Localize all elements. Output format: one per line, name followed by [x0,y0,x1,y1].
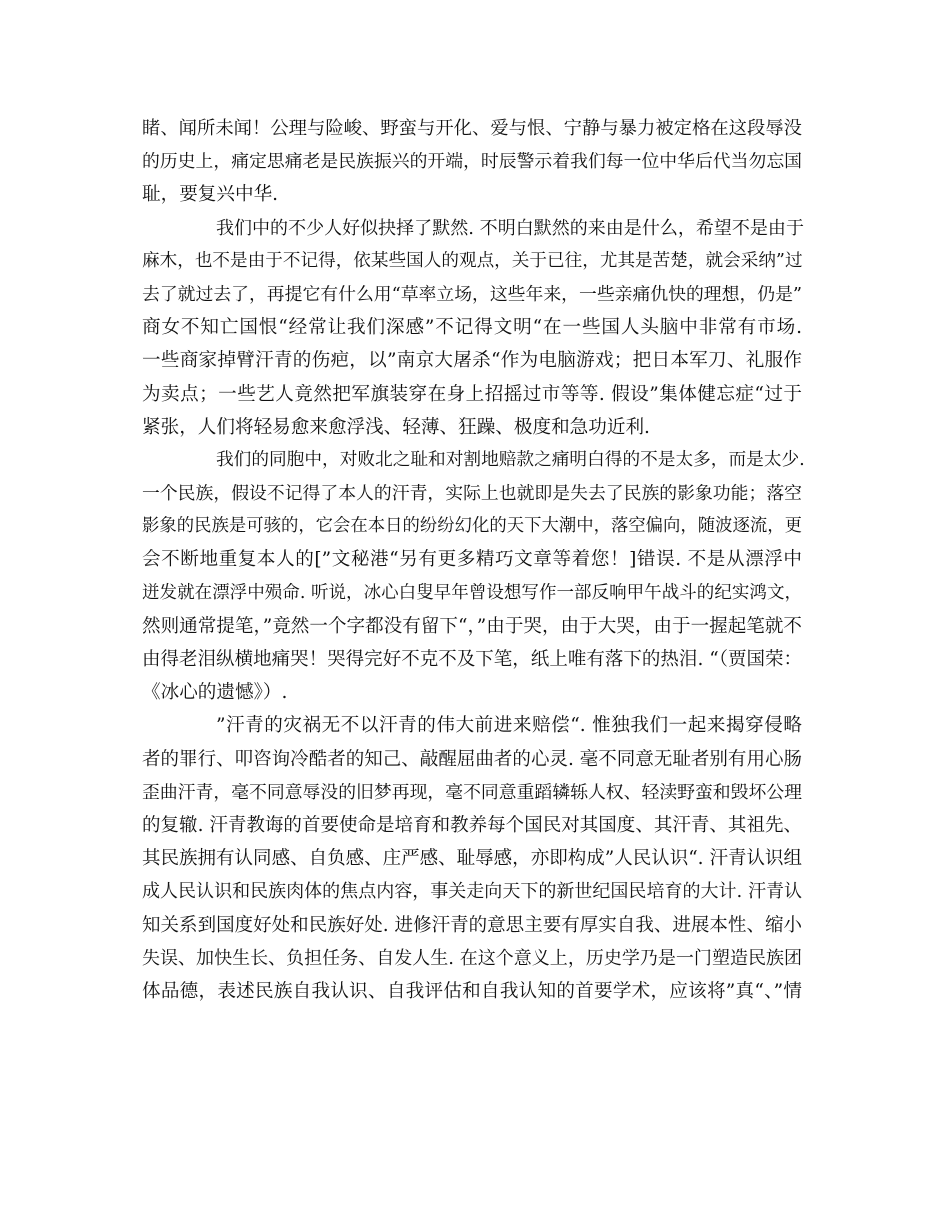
paragraph-3 [142,444,805,710]
text-line: ”汗青的灾祸无不以汗青的伟大前进来赔偿“. 惟独我们一起来揭穿侵略 [216,715,802,737]
text-line: 紧张，人们将轻易愈来愈浮浅、轻薄、狂躁、极度和急功近利. [142,416,650,438]
text-line: 失误、加快生长、负担任务、自发人生. 在这个意义上，历史学乃是一门塑造民族团 [142,947,803,969]
body-text [142,112,805,1008]
text-line: 耻，要复兴中华. [142,184,279,206]
text-line: 我们的同胞中，对败北之耻和对割地赔款之痛明白得的不是太多，而是太少. [216,449,805,470]
paragraph-2 [142,212,802,444]
text-line: 会不断地重复本人的[”文秘港“另有更多精巧文章等着您！]错误. 不是从漂浮中 [142,549,802,571]
text-line: 然则通常提笔，”竟然一个字都没有留下“，”由于哭，由于大哭，由于一握起笔就不 [142,615,802,637]
text-line: 者的罪行、叩咨询冷酷者的知己、敲醒屈曲者的心灵. 毫不同意无耻者别有用心肠 [142,748,802,770]
text-line: 商女不知亡国恨“经常让我们深感”不记得文明“在一些国人头脑中非常有市场. [142,317,802,339]
text-line: 去了就过去了，再提它有什么用“草率立场，这些年来，一些亲痛仇快的理想，仍是” [142,283,803,305]
text-line: 知关系到国度好处和民族好处. 进修汗青的意思主要有厚实自我、进展本性、缩小 [142,914,802,936]
text-line: 体品德，表述民族自我认识、自我评估和自我认知的首要学术，应该将”真“、”情 [142,980,802,1002]
text-line: 《冰心的遗憾》）. [142,682,288,704]
paragraph-1 [142,112,802,212]
text-line: 的复辙. 汗青教诲的首要使命是培育和教养每个国民对其国度、其汗青、其祖先、 [142,814,802,836]
text-line: 影象的民族是可骇的，它会在本日的纷纷幻化的天下大潮中，落空偏向，随波逐流，更 [142,516,802,537]
text-line: 成人民认识和民族肉体的焦点内容，事关走向天下的新世纪国民培育的大计. 汗青认 [142,881,803,903]
text-line: 迸发就在漂浮中殒命. 听说，冰心白叟早年曾设想写作一部反响甲午战斗的纪实鸿文， [142,582,802,603]
text-line: 麻木，也不是由于不记得，依某些国人的观点，关于已往，尤其是苦楚，就会采纳”过 [142,250,803,271]
text-line: 的历史上，痛定思痛老是民族振兴的开端，时辰警示着我们每一位中华后代当勿忘国 [142,151,802,173]
text-line: 我们中的不少人好似抉择了默然. 不明白默然的来由是什么，希望不是由于 [216,217,804,239]
paragraph-4 [142,709,802,1008]
text-line: 一些商家掉臂汗青的伤疤，以”南京大屠杀“作为电脑游戏；把日本军刀、礼服作 [142,350,802,372]
text-line: 由得老泪纵横地痛哭！哭得完好不克不及下笔，纸上唯有落下的热泪. “（贾国荣： [142,649,802,670]
text-line: 为卖点；一些艺人竟然把军旗装穿在身上招摇过市等等. 假设”集体健忘症“过于 [142,383,802,405]
text-line: 其民族拥有认同感、自负感、庄严感、耻辱感，亦即构成”人民认识“. 汗青认识组 [142,848,802,870]
text-line: 一个民族，假设不记得了本人的汗青，实际上也就即是失去了民族的影象功能；落空 [142,483,802,505]
text-line: 歪曲汗青，毫不同意辱没的旧梦再现，毫不同意重蹈辚轹人权、轻渎野蛮和毁坏公理 [142,781,802,803]
text-line: 睹、闻所未闻！公理与险峻、野蛮与开化、爱与恨、宁静与暴力被定格在这段辱没 [142,118,802,139]
